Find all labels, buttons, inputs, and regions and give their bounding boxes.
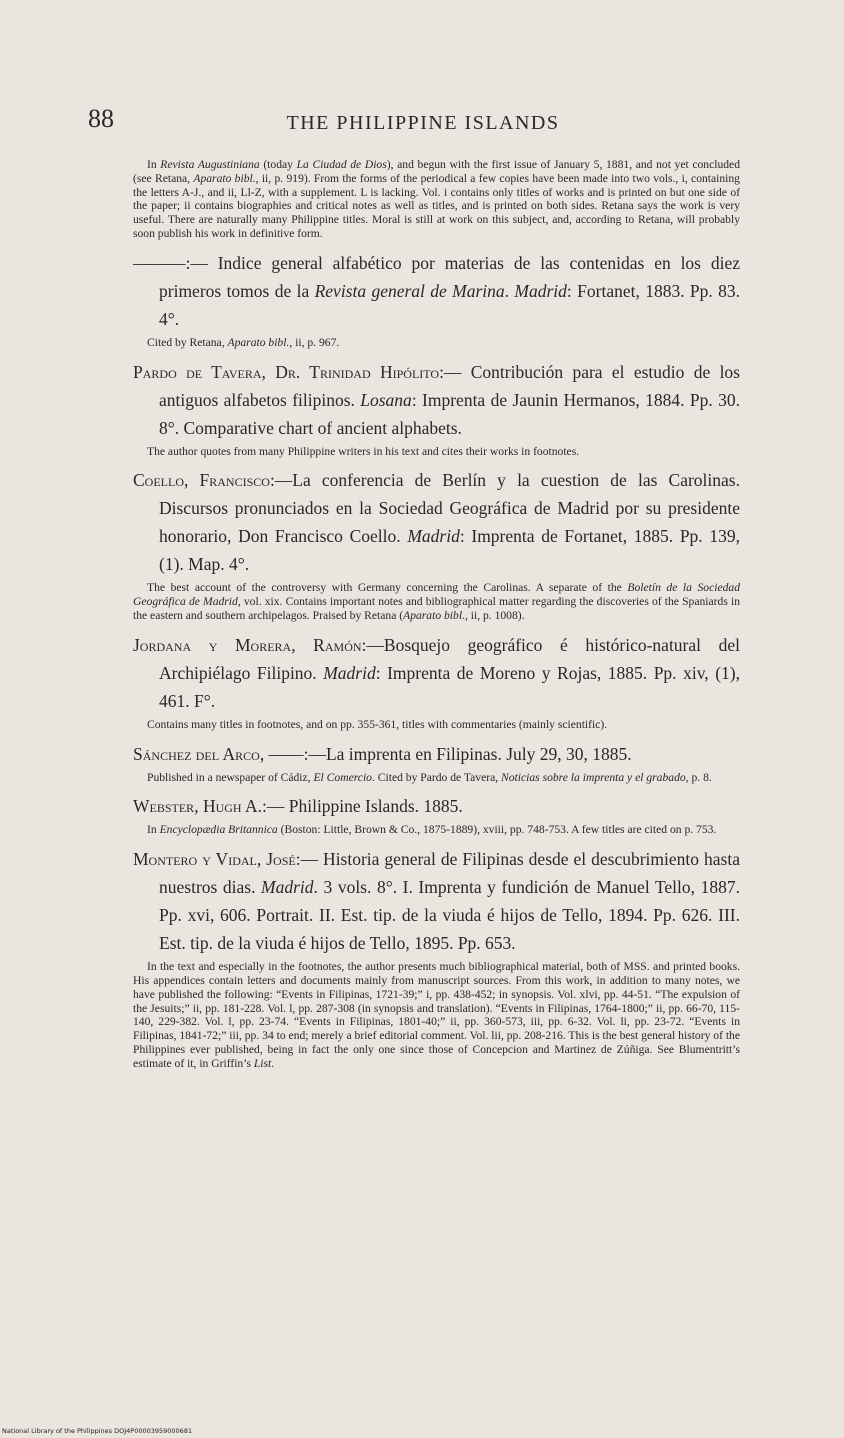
page-content xyxy=(133,158,740,1079)
entry-citation: Montero y Vidal, José:— Historia general de Filipinas desde el descubrimiento hasta nuestros dias. Madrid. 3 vols. 8°. I. Imprenta y fundición de Manuel Tello, 1887. Pp. xvi, 606. Portrait. II. Est. tip. de la viuda é hijos de Tello, 1894. Pp. 626. III. Est. tip. de la viuda é hijos de Tello, 1895. Pp. 653. xyxy=(133,849,740,954)
bibliography-entry xyxy=(133,740,740,785)
bibliography-entry xyxy=(133,466,740,622)
entry-citation: Sánchez del Arco, ——:—La imprenta en Filipinas. July 29, 30, 1885. xyxy=(133,743,632,764)
library-footer: National Library of the Philippines DOJ4P00003959000681 xyxy=(2,1427,193,1435)
entry-note: The best account of the controversy with Germany concerning the Carolinas. A separate of the Boletín de la Sociedad Geográfica de Madrid, vol. xix. Contains important notes and bibliographical matter regarding the discoveries of the Spaniards in the eastern and southern archipelagos. Praised by Retana (Aparato bibl., ii, p. 1008). xyxy=(133,581,741,622)
bibliography-entry xyxy=(133,249,740,350)
entry-citation: Jordana y Morera, Ramón:—Bosquejo geográfico é histórico-natural del Archipiélago Filipino. Madrid: Imprenta de Moreno y Rojas, 1885. Pp. xiv, (1), 461. F°. xyxy=(133,634,740,711)
entry-note: Cited by Retana, Aparato bibl., ii, p. 967. xyxy=(147,335,340,349)
bibliography-entry xyxy=(133,631,740,732)
entry-note: In Encyclopædia Britannica (Boston: Little, Brown & Co., 1875-1889), xviii, pp. 748-753. A few titles are cited on p. 753. xyxy=(147,823,717,837)
entry-author: Montero y Vidal, José xyxy=(133,849,296,870)
entry-note: The author quotes from many Philippine writers in his text and cites their works in footnotes. xyxy=(147,444,580,458)
entry-author: ———: xyxy=(133,252,191,273)
entry-author: Sánchez del Arco, xyxy=(133,743,265,764)
page-number: 88 xyxy=(88,104,114,133)
entry-citation: ———:— Indice general alfabético por materias de las contenidas en los diez primeros tomos de la Revista general de Marina. Madrid: Fortanet, 1883. Pp. 83. 4°. xyxy=(133,252,741,329)
running-head: THE PHILIPPINE ISLANDS xyxy=(286,112,560,134)
entry-author: Jordana y Morera, Ramón xyxy=(133,634,362,655)
entry-citation: Pardo de Tavera, Dr. Trinidad Hipólito:— Contribución para el estudio de los antiguos alfabetos filipinos. Losana: Imprenta de Jaunin Hermanos, 1884. Pp. 30. 8°. Comparative chart of ancient alphabets. xyxy=(133,361,740,438)
bibliography-entry xyxy=(133,845,740,1070)
entry-note: In the text and especially in the footnotes, the author presents much bibliographical material, both of MSS. and printed books. His appendices contain letters and documents mainly from manuscript sources. From this work, in addition to many notes, we have published the following: “Events in Filipinas, 1721-39;” i, pp. 438-452; in synopsis. Vol. xlvi, pp. 44-51. “The expulsion of the Jesuits;” ii, pp. 181-228. Vol. l, pp. 287-308 (in synopsis and translation). “Events in Filipinas, 1764-1800;” ii, pp. 66-70, 115-140, 229-382. Vol. l, pp. 23-74. “Events in Filipinas, 1801-40;” ii, pp. 360-573, iii, pp. 6-32. Vol. li, pp. 23-72. “Events in Filipinas, 1841-72;” iii, pp. 34 to end; merely a brief editorial comment. Vol. lii, pp. 208-216. This is the best general history of the Philippines ever published, being in fact the only one since those of Concepcion and Martinez de Zúñiga. See Blumentritt’s estimate of it, in Griffin’s List. xyxy=(133,960,740,1070)
entry-note: Contains many titles in footnotes, and on pp. 355-361, titles with commentaries (mainly scientific). xyxy=(147,717,608,731)
entry-author: Webster, Hugh A. xyxy=(133,796,262,817)
entry-author: Coello, Francisco xyxy=(133,470,270,491)
bibliography-entry xyxy=(133,358,740,459)
entry-citation: Webster, Hugh A.:— Philippine Islands. 1885. xyxy=(133,796,463,817)
entry-citation: Coello, Francisco:—La conferencia de Berlín y la cuestion de las Carolinas. Discursos pronunciados en la Sociedad Geográfica de Madrid por su presidente honorario, Don Francisco Coello. Madrid: Imprenta de Fortanet, 1885. Pp. 139, (1). Map. 4°. xyxy=(133,470,740,575)
page-header xyxy=(88,104,758,144)
entry-author: Pardo de Tavera, Dr. Trinidad Hipólito xyxy=(133,361,440,382)
intro-note: In Revista Augustiniana (today La Ciudad de Dios), and begun with the first issue of January 5, 1881, and not yet concluded (see Retana, Aparato bibl., ii, p. 919). From the forms of the periodical a few copies have been made into two vols., i, containing the letters A-J., and ii, Ll-Z, with a supplement. L is lacking. Vol. i contains only titles of works and is printed on but one side of the paper; ii contains biographies and critical notes as well as titles, and is printed on both sides. Retana says the work is very useful. There are naturally many Philippine titles. Moral is still at work on this subject, and, according to Retana, will probably soon publish his work in definitive form. xyxy=(133,158,740,240)
bibliography-entry xyxy=(133,792,740,837)
entry-note: Published in a newspaper of Cádiz, El Comercio. Cited by Pardo de Tavera, Noticias sobre la imprenta y el grabado, p. 8. xyxy=(147,770,712,784)
